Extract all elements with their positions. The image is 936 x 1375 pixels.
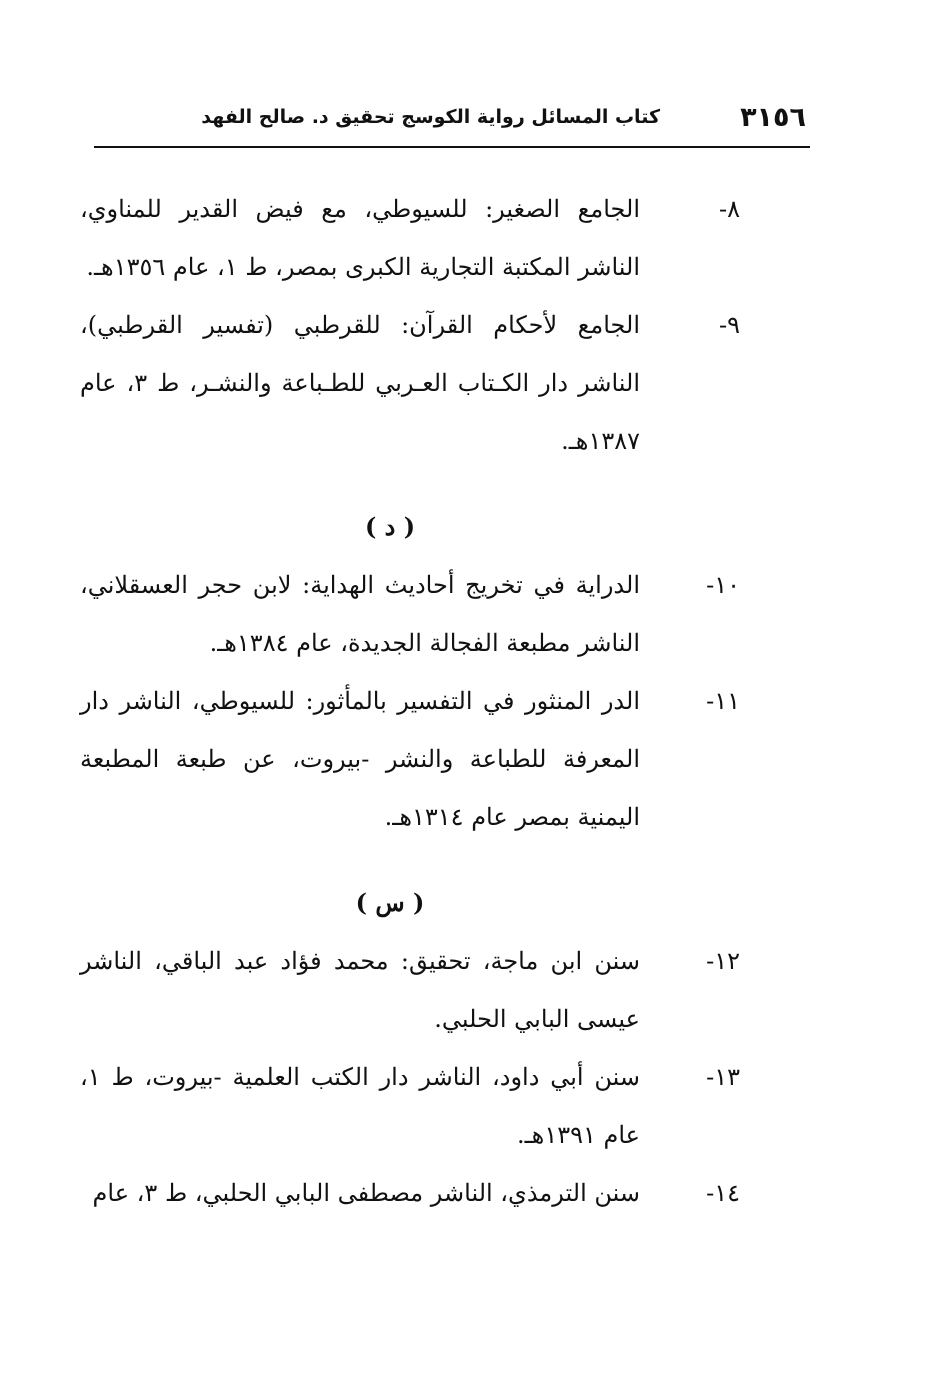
entry-number: ١٠- <box>706 571 740 599</box>
header-rule <box>94 146 810 148</box>
entry-text: الجامع الصغير: للسيوطي، مع فيض القدير للمناوي، الناشر المكتبة التجارية الكبرى بمصر، ط ١، عام ١٣٥٦هـ. <box>80 195 640 281</box>
section-spacer <box>80 846 760 874</box>
entry-number: ١٣- <box>706 1063 740 1091</box>
page-header <box>94 100 810 144</box>
running-title: كتاب المسائل رواية الكوسج تحقيق د. صالح الفهد <box>201 106 660 128</box>
section-heading-sin: ( س ) <box>355 888 425 917</box>
bibliography-entry-13 <box>80 1048 760 1164</box>
entry-number: ٩- <box>719 311 740 339</box>
bibliography-entry-12 <box>80 932 760 1048</box>
entry-text: سنن الترمذي، الناشر مصطفى البابي الحلبي، ط ٣، عام <box>92 1179 640 1207</box>
bibliography-list <box>80 180 760 1222</box>
entry-number: ١٤- <box>706 1179 740 1207</box>
entry-text: سنن أبي داود، الناشر دار الكتب العلمية -بيروت، ط ١، عام ١٣٩١هـ. <box>80 1063 640 1149</box>
entry-text: سنن ابن ماجة، تحقيق: محمد فؤاد عبد الباقي، الناشر عيسى البابي الحلبي. <box>80 947 640 1033</box>
bibliography-entry-9 <box>80 296 760 470</box>
bibliography-entry-11 <box>80 672 760 846</box>
page-number: ٣١٥٦ <box>740 102 806 133</box>
entry-number: ٨- <box>719 195 740 223</box>
bibliography-entry-10 <box>80 556 760 672</box>
section-spacer <box>80 470 760 498</box>
entry-number: ١١- <box>706 687 740 715</box>
entry-text: الدراية في تخريج أحاديث الهداية: لابن حجر العسقلاني، الناشر مطبعة الفجالة الجديدة، عام ١٣٨٤هـ. <box>80 571 640 657</box>
bibliography-entry-14 <box>80 1164 760 1222</box>
entry-text: الدر المنثور في التفسير بالمأثور: للسيوطي، الناشر دار المعرفة للطباعة والنشر -بيروت، عن طبعة المطبعة اليمنية بمصر عام ١٣١٤هـ. <box>80 687 640 831</box>
section-heading-dal: ( د ) <box>364 512 416 541</box>
entry-number: ١٢- <box>706 947 740 975</box>
bibliography-entry-8 <box>80 180 760 296</box>
entry-text: الجامع لأحكام القرآن: للقرطبي (تفسير القرطبي)، الناشر دار الكـتاب العـربي للطـباعة والنشـر، ط ٣، عام ١٣٨٧هـ. <box>80 311 640 455</box>
